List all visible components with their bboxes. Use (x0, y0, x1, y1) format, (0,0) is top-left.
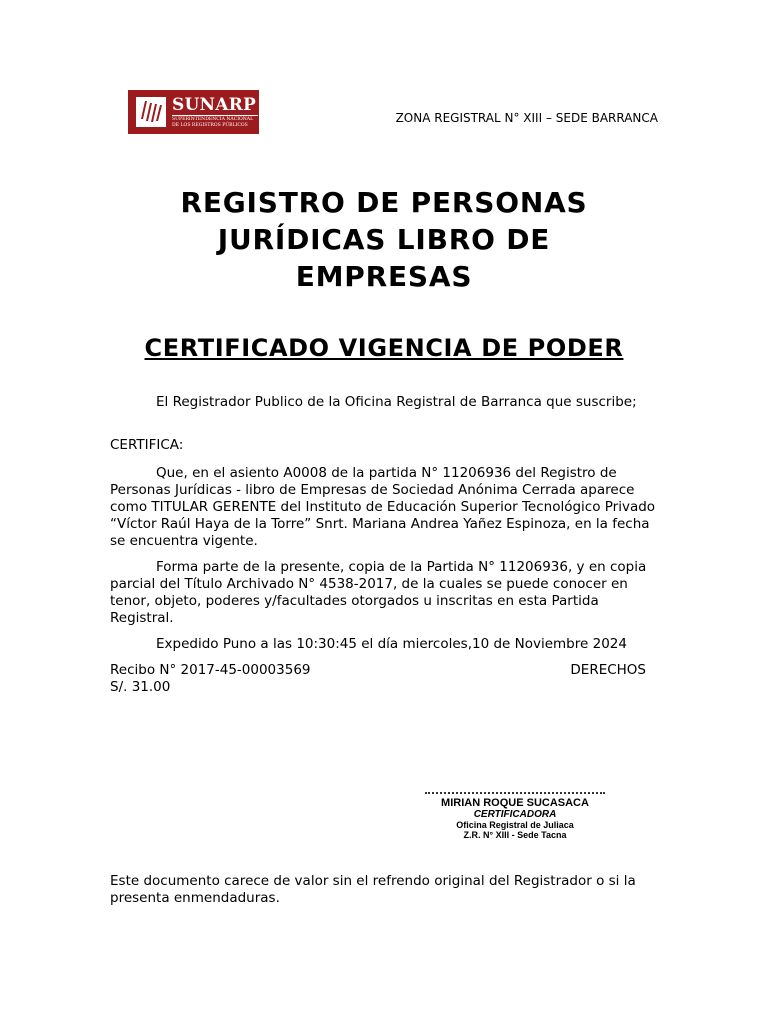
title-line-3: EMPRESAS (295, 260, 473, 293)
certification-paragraph: Que, en el asiento A0008 de la partida N° 11206936 del Registro de Personas Jurídicas - libro de Empresas de Sociedad Anónima Cerrada aparece como TITULAR GERENTE del Instituto de Educación Superior Tecnológico Privado “Víctor Raúl Haya de la Torre” Snrt. Mariana Andrea Yañez Espinoza, en la fecha se encuentra vigente. (110, 465, 656, 549)
sunarp-logo (128, 90, 259, 134)
title-line-1: REGISTRO DE PERSONAS (180, 186, 588, 219)
footer-disclaimer: Este documento carece de valor sin el refrendo original del Registrador o si la presenta enmendaduras. (110, 873, 636, 906)
recibo-number: Recibo N° 2017-45-00003569 (110, 662, 311, 678)
document-title (110, 184, 658, 295)
logo-name: SUNARP (172, 95, 256, 115)
zona-registral: ZONA REGISTRAL N° XIII – SEDE BARRANCA (395, 111, 658, 125)
recibo-block (110, 662, 646, 696)
certifica-label: CERTIFICA: (110, 437, 184, 453)
signature-line (425, 792, 605, 794)
title-line-2: JURÍDICAS LIBRO DE (217, 223, 551, 256)
sunarp-emblem-icon (136, 97, 166, 127)
signature-stamp (425, 792, 605, 840)
certifier-office: Oficina Registral de Juliaca (456, 820, 574, 830)
derechos-amount: S/. 31.00 (110, 679, 171, 695)
certifier-name: MIRIAN ROQUE SUCASACA (441, 797, 589, 809)
derechos-label: DERECHOS (570, 662, 646, 678)
certifier-zone: Z.R. N° XIII - Sede Tacna (463, 830, 567, 840)
intro-paragraph: El Registrador Publico de la Oficina Registral de Barranca que suscribe; (156, 394, 637, 410)
logo-subtitle: SUPERINTENDENCIA NACIONAL DE LOS REGISTROS PÚBLICOS (172, 115, 258, 128)
certifier-role: CERTIFICADORA (473, 809, 557, 820)
partida-paragraph: Forma parte de la presente, copia de la Partida N° 11206936, y en copia parcial del Título Archivado N° 4538-2017, de la cuales se puede conocer en tenor, objeto, poderes y/facultades otorgados u inscritas en esta Partida Registral. (110, 559, 647, 626)
certificate-title: CERTIFICADO VIGENCIA DE PODER (144, 334, 624, 362)
expedido-line: Expedido Puno a las 10:30:45 el día miercoles,10 de Noviembre 2024 (156, 636, 627, 652)
